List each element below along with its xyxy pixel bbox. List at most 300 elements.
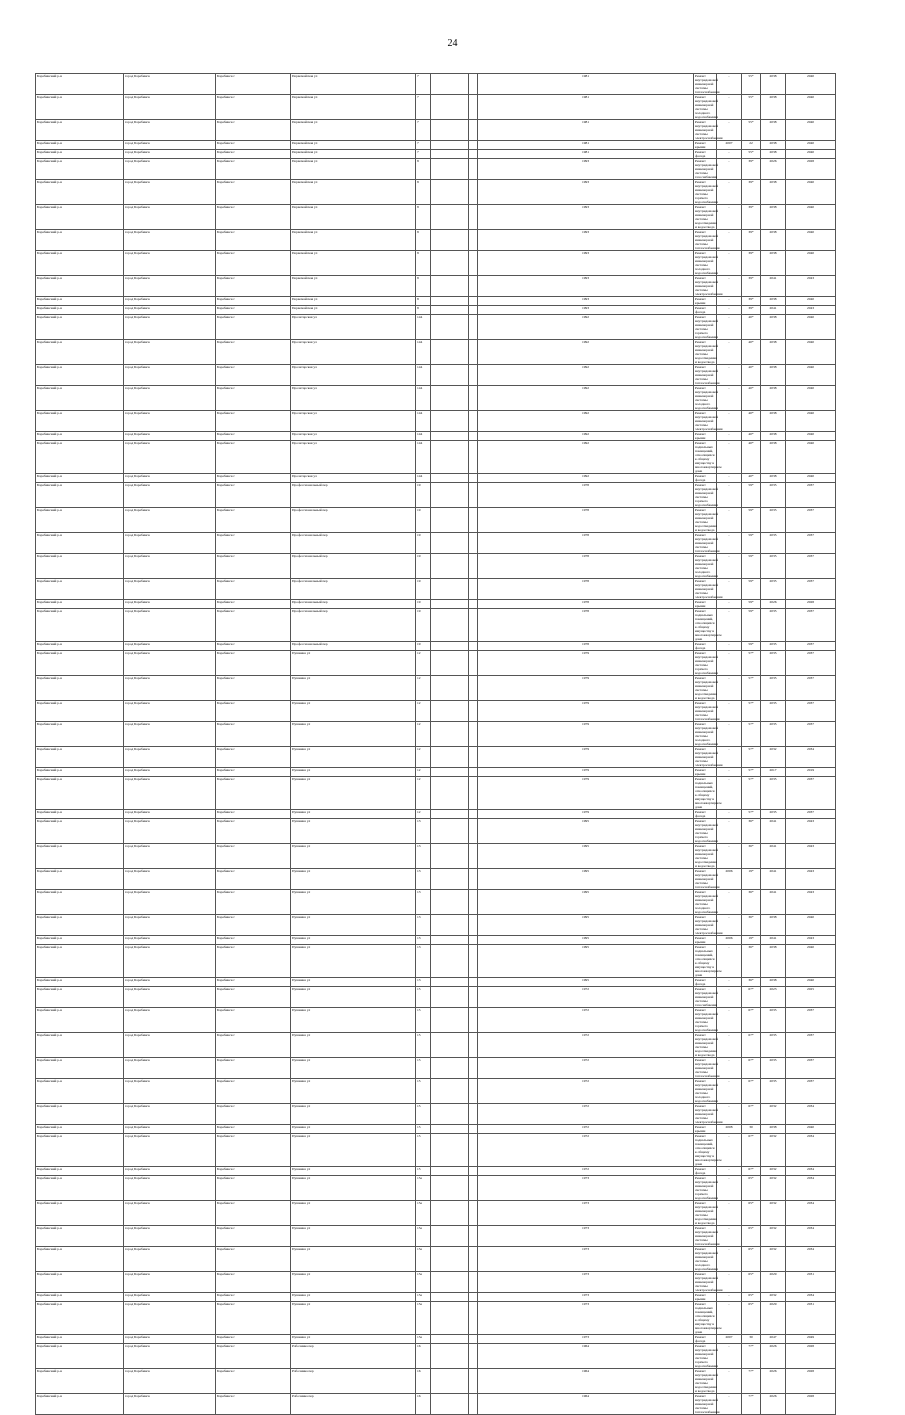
cell-year-built: 1973 (478, 1226, 694, 1247)
cell-last-repair-year: - (717, 483, 742, 508)
cell-district: Барабинский р-н (36, 180, 124, 205)
cell-house-number: 8 (416, 251, 431, 276)
cell-town: Барабинск г (216, 1008, 291, 1033)
cell-spacer (469, 915, 478, 936)
table-row (36, 651, 836, 676)
cell-work-type: Ремонт внутридомовой инженерной системы газоснабжения (695, 159, 719, 179)
cell-year-built: 1979 (478, 747, 694, 768)
table-row (36, 777, 836, 810)
cell-last-repair-year: - (717, 1167, 742, 1176)
cell-year-built: 1978 (478, 554, 694, 579)
cell-district: Барабинский р-н (36, 642, 124, 651)
cell-spacer (469, 297, 478, 306)
table-row (36, 642, 836, 651)
cell-plan-start: 2026 (761, 1369, 786, 1394)
cell-house-letter (431, 306, 469, 315)
cell-plan-start: 2038 (761, 141, 786, 150)
cell-street: Рабочника пер (291, 1394, 416, 1415)
cell-house-number: 15а (416, 1335, 431, 1344)
cell-house-number: 144 (416, 474, 431, 483)
cell-house-letter (431, 1247, 469, 1272)
cell-work-type: Ремонт внутридомовой инженерной системы холодного водоснабжения (695, 251, 719, 275)
cell-wear: 36* (742, 978, 761, 987)
cell-last-repair-year: - (717, 251, 742, 276)
cell-house-letter (431, 915, 469, 936)
cell-house-number: 8 (416, 159, 431, 180)
cell-last-repair-year: 2006 (717, 936, 742, 945)
cell-last-repair-year: - (717, 74, 742, 95)
cell-plan-start: 2035 (761, 642, 786, 651)
cell-settlement: город Барабинск (124, 915, 216, 936)
cell-work-type: Ремонт внутридомовой инженерной системы теплоснабжения (695, 701, 720, 721)
cell-street: Пушкина ул (291, 1201, 416, 1226)
cell-district: Барабинский р-н (36, 651, 124, 676)
cell-wear: 57* (742, 747, 761, 768)
cell-spacer (469, 386, 478, 411)
cell-plan-end: 2037 (786, 483, 836, 508)
cell-plan-start: 2047 (761, 1335, 786, 1344)
cell-spacer (469, 1058, 478, 1079)
cell-work-type: Ремонт внутридомовой инженерной системы теплоснабжения (695, 1058, 720, 1078)
cell-district: Барабинский р-н (36, 386, 124, 411)
table-row (36, 483, 836, 508)
cell-year-built: 1964 (478, 1369, 694, 1394)
cell-district: Барабинский р-н (36, 340, 124, 365)
cell-last-repair-year: - (717, 159, 742, 180)
cell-settlement: город Барабинск (124, 1201, 216, 1226)
cell-last-repair-year: - (717, 1104, 742, 1125)
cell-wear: 65* (742, 1226, 761, 1247)
cell-spacer (469, 1125, 478, 1134)
cell-last-repair-year: 2008 (717, 1125, 742, 1134)
cell-plan-start: 2035 (761, 1033, 786, 1058)
table-row (36, 141, 836, 150)
cell-year-built: 1973 (478, 1272, 694, 1293)
cell-spacer (469, 1167, 478, 1176)
cell-town: Барабинск г (216, 600, 291, 609)
cell-house-letter (431, 533, 469, 554)
table-row (36, 915, 836, 936)
cell-district: Барабинский р-н (36, 1008, 124, 1033)
cell-settlement: город Барабинск (124, 533, 216, 554)
cell-wear: 22 (742, 141, 761, 150)
cell-town: Барабинск г (216, 150, 291, 159)
cell-district: Барабинский р-н (36, 1272, 124, 1293)
cell-plan-end: 2040 (786, 386, 836, 411)
cell-wear: 67* (742, 1134, 761, 1167)
cell-wear: 36* (742, 915, 761, 936)
cell-wear: 65* (742, 1293, 761, 1302)
cell-work-type: Ремонт фасада (694, 306, 717, 315)
cell-plan-start: 2038 (761, 365, 786, 386)
cell-year-built: 1992 (478, 386, 694, 411)
cell-work-type: Ремонт внутридомовой инженерной системы электроснабжения (695, 579, 723, 599)
cell-town: Барабинск г (216, 915, 291, 936)
cell-street: Профессиональный пер (291, 508, 416, 533)
cell-plan-start: 2038 (761, 915, 786, 936)
table-row (36, 844, 836, 869)
cell-town: Барабинск г (216, 987, 291, 1008)
cell-district: Барабинский р-н (36, 722, 124, 747)
cell-town: Барабинск г (216, 141, 291, 150)
cell-work-type: Ремонт внутридомовой инженерной системы холодного водоснабжения (695, 386, 719, 410)
table-row (36, 579, 836, 600)
table-row (36, 987, 836, 1008)
cell-last-repair-year: - (717, 1247, 742, 1272)
cell-house-letter (431, 95, 469, 120)
cell-year-built: 1992 (478, 441, 694, 474)
cell-plan-start: 2038 (761, 315, 786, 340)
cell-settlement: город Барабинск (124, 180, 216, 205)
cell-plan-end: 2040 (786, 150, 836, 159)
cell-plan-start: 2038 (761, 120, 786, 141)
cell-work-type: Ремонт внутридомовой инженерной системы холодного водоснабжения (695, 1247, 719, 1271)
cell-house-letter (431, 869, 469, 890)
cell-house-letter (431, 1394, 469, 1415)
cell-year-built: 1992 (478, 474, 694, 483)
cell-plan-end: 2043 (786, 306, 836, 315)
cell-plan-start: 2035 (761, 651, 786, 676)
cell-house-letter (431, 676, 469, 701)
cell-wear: 77* (742, 1394, 761, 1415)
cell-year-built: 1978 (478, 600, 694, 609)
cell-wear: 57* (742, 810, 761, 819)
cell-house-number: 15 (416, 1104, 431, 1125)
cell-street: Первомайская ул (291, 120, 416, 141)
table-row (36, 936, 836, 945)
cell-plan-end: 2028 (786, 1394, 836, 1415)
cell-street: Пушкина ул (291, 1247, 416, 1272)
cell-plan-start: 2038 (761, 74, 786, 95)
cell-district: Барабинский р-н (36, 1201, 124, 1226)
cell-plan-start: 2041 (761, 306, 786, 315)
cell-year-built: 1972 (478, 1033, 694, 1058)
cell-plan-end: 2040 (786, 120, 836, 141)
cell-plan-start: 2035 (761, 722, 786, 747)
cell-last-repair-year: - (717, 819, 742, 844)
cell-house-number: 144 (416, 365, 431, 386)
cell-wear: 77* (742, 1344, 761, 1369)
cell-last-repair-year: - (717, 315, 742, 340)
cell-settlement: город Барабинск (124, 441, 216, 474)
cell-wear: 39* (742, 230, 761, 251)
cell-district: Барабинский р-н (36, 365, 124, 386)
cell-wear: 77* (742, 1369, 761, 1394)
cell-last-repair-year: - (717, 365, 742, 386)
cell-plan-start: 2041 (761, 869, 786, 890)
cell-plan-end: 2037 (786, 1033, 836, 1058)
cell-district: Барабинский р-н (36, 915, 124, 936)
cell-settlement: город Барабинск (124, 987, 216, 1008)
cell-last-repair-year: - (717, 306, 742, 315)
cell-last-repair-year: - (717, 768, 742, 777)
cell-wear: 57* (742, 722, 761, 747)
cell-plan-end: 2037 (786, 1058, 836, 1079)
cell-street: Пушкина ул (291, 1167, 416, 1176)
cell-house-number: 19 (416, 533, 431, 554)
cell-town: Барабинск г (216, 651, 291, 676)
table-row (36, 747, 836, 768)
cell-settlement: город Барабинск (124, 230, 216, 251)
cell-work-type: Ремонт внутридомовой инженерной системы электроснабжения (695, 1272, 723, 1292)
cell-plan-end: 2025 (786, 987, 836, 1008)
cell-spacer (469, 1104, 478, 1125)
cell-plan-start: 2038 (761, 386, 786, 411)
cell-district: Барабинский р-н (36, 890, 124, 915)
cell-last-repair-year: - (717, 777, 742, 810)
cell-last-repair-year: - (717, 722, 742, 747)
table-row (36, 1272, 836, 1293)
cell-town: Барабинск г (216, 180, 291, 205)
table-row (36, 276, 836, 297)
page-number: 24 (447, 38, 458, 49)
cell-street: Пушкина ул (291, 936, 416, 945)
cell-house-number: 12 (416, 701, 431, 722)
cell-year-built: 1973 (478, 1247, 694, 1272)
cell-plan-end: 2040 (786, 74, 836, 95)
cell-plan-start: 2038 (761, 180, 786, 205)
cell-house-letter (431, 411, 469, 432)
table-row (36, 819, 836, 844)
cell-house-letter (431, 768, 469, 777)
cell-plan-start: 2035 (761, 483, 786, 508)
cell-settlement: город Барабинск (124, 676, 216, 701)
table-row (36, 1247, 836, 1272)
cell-house-number: 13 (416, 844, 431, 869)
cell-street: Пушкина ул (291, 1293, 416, 1302)
cell-plan-start: 2035 (761, 701, 786, 722)
cell-wear: 67* (742, 987, 761, 1008)
cell-last-repair-year: - (717, 945, 742, 978)
cell-plan-end: 2040 (786, 180, 836, 205)
cell-district: Барабинский р-н (36, 432, 124, 441)
cell-spacer (469, 1394, 478, 1415)
cell-street: Пролетарская ул (291, 386, 416, 411)
cell-house-number: 13 (416, 978, 431, 987)
cell-plan-end: 2037 (786, 642, 836, 651)
cell-work-type: Ремонт внутридомовой инженерной системы горячего водоснабжения (695, 180, 719, 204)
cell-year-built: 1979 (478, 777, 694, 810)
cell-wear: 55* (742, 95, 761, 120)
cell-town: Барабинск г (216, 251, 291, 276)
cell-last-repair-year: - (717, 432, 742, 441)
cell-street: Пушкина ул (291, 869, 416, 890)
cell-house-letter (431, 141, 469, 150)
cell-work-type: Ремонт внутридомовой инженерной системы горячего водоснабжения (695, 483, 719, 507)
cell-work-type: Ремонт подвальных помещений, относящихся к общему имуществу в многоквартирном доме (695, 609, 722, 641)
table-row (36, 890, 836, 915)
cell-year-built: 1972 (478, 987, 694, 1008)
cell-wear: 30 (742, 1125, 761, 1134)
cell-wear: 59* (742, 600, 761, 609)
cell-year-built: 1972 (478, 1104, 694, 1125)
cell-town: Барабинск г (216, 120, 291, 141)
cell-district: Барабинский р-н (36, 251, 124, 276)
cell-town: Барабинск г (216, 1394, 291, 1415)
table-row (36, 1369, 836, 1394)
cell-last-repair-year: - (717, 1272, 742, 1293)
table-row (36, 1079, 836, 1104)
cell-work-type: Ремонт крыши (694, 600, 717, 609)
cell-year-built: 1973 (478, 1335, 694, 1344)
cell-settlement: город Барабинск (124, 1125, 216, 1134)
cell-plan-start: 2038 (761, 251, 786, 276)
cell-street: Пушкина ул (291, 1302, 416, 1335)
repair-schedule-table (35, 73, 836, 1415)
cell-year-built: 1981 (478, 95, 694, 120)
cell-house-letter (431, 722, 469, 747)
cell-settlement: город Барабинск (124, 1104, 216, 1125)
cell-house-letter (431, 844, 469, 869)
cell-work-type: Ремонт внутридомовой инженерной системы электроснабжения (695, 747, 723, 767)
cell-wear: 36* (742, 844, 761, 869)
cell-spacer (469, 1247, 478, 1272)
cell-house-letter (431, 159, 469, 180)
cell-wear: 57* (742, 777, 761, 810)
cell-work-type: Ремонт внутридомовой инженерной системы горячего водоснабжения (695, 315, 719, 339)
cell-town: Барабинск г (216, 722, 291, 747)
cell-plan-end: 2049 (786, 1335, 836, 1344)
cell-town: Барабинск г (216, 1079, 291, 1104)
cell-settlement: город Барабинск (124, 508, 216, 533)
cell-settlement: город Барабинск (124, 141, 216, 150)
cell-spacer (469, 1272, 478, 1293)
cell-house-letter (431, 230, 469, 251)
cell-street: Пушкина ул (291, 1079, 416, 1104)
cell-plan-end: 2040 (786, 315, 836, 340)
cell-last-repair-year: 2006 (717, 869, 742, 890)
cell-plan-end: 2037 (786, 1008, 836, 1033)
cell-town: Барабинск г (216, 441, 291, 474)
cell-last-repair-year: - (717, 386, 742, 411)
cell-street: Первомайская ул (291, 251, 416, 276)
cell-district: Барабинский р-н (36, 936, 124, 945)
cell-house-number: 7 (416, 120, 431, 141)
cell-spacer (469, 600, 478, 609)
cell-work-type: Ремонт внутридомовой инженерной системы водоотведения и водоотвода (695, 508, 719, 532)
cell-district: Барабинский р-н (36, 1104, 124, 1125)
cell-settlement: город Барабинск (124, 1033, 216, 1058)
cell-plan-start: 2035 (761, 1058, 786, 1079)
table-row (36, 1226, 836, 1247)
cell-spacer (469, 810, 478, 819)
cell-plan-start: 2032 (761, 1167, 786, 1176)
table-row (36, 432, 836, 441)
cell-last-repair-year: - (717, 441, 742, 474)
cell-house-number: 19 (416, 579, 431, 600)
cell-settlement: город Барабинск (124, 1058, 216, 1079)
cell-house-number: 15 (416, 1008, 431, 1033)
cell-spacer (469, 315, 478, 340)
cell-last-repair-year: - (717, 651, 742, 676)
cell-plan-start: 2026 (761, 159, 786, 180)
cell-work-type: Ремонт внутридомовой инженерной системы горячего водоснабжения (695, 1176, 719, 1200)
cell-house-number: 15а (416, 1226, 431, 1247)
cell-house-letter (431, 1226, 469, 1247)
cell-house-number: 13 (416, 915, 431, 936)
cell-house-number: 15а (416, 1272, 431, 1293)
cell-street: Первомайская ул (291, 180, 416, 205)
cell-district: Барабинский р-н (36, 747, 124, 768)
cell-street: Профессиональный пер (291, 483, 416, 508)
cell-district: Барабинский р-н (36, 676, 124, 701)
cell-settlement: город Барабинск (124, 1079, 216, 1104)
cell-street: Пушкина ул (291, 844, 416, 869)
cell-town: Барабинск г (216, 945, 291, 978)
cell-settlement: город Барабинск (124, 483, 216, 508)
cell-house-number: 15 (416, 987, 431, 1008)
cell-plan-start: 2041 (761, 890, 786, 915)
cell-street: Пушкина ул (291, 1033, 416, 1058)
cell-house-letter (431, 1079, 469, 1104)
cell-settlement: город Барабинск (124, 205, 216, 230)
cell-last-repair-year: - (717, 844, 742, 869)
cell-last-repair-year: - (717, 579, 742, 600)
cell-street: Пролетарская ул (291, 441, 416, 474)
cell-house-number: 144 (416, 340, 431, 365)
cell-last-repair-year: - (717, 987, 742, 1008)
cell-town: Барабинск г (216, 474, 291, 483)
cell-last-repair-year: - (717, 1033, 742, 1058)
cell-street: Профессиональный пер (291, 600, 416, 609)
cell-district: Барабинский р-н (36, 1167, 124, 1176)
cell-last-repair-year: - (717, 276, 742, 297)
cell-settlement: город Барабинск (124, 890, 216, 915)
cell-year-built: 1978 (478, 508, 694, 533)
cell-work-type: Ремонт внутридомовой инженерной системы холодного водоснабжения (695, 722, 719, 746)
cell-settlement: город Барабинск (124, 554, 216, 579)
cell-work-type: Ремонт крыши (694, 936, 717, 945)
cell-spacer (469, 533, 478, 554)
cell-town: Барабинск г (216, 642, 291, 651)
cell-street: Пушкина ул (291, 747, 416, 768)
cell-plan-end: 2043 (786, 890, 836, 915)
cell-town: Барабинск г (216, 95, 291, 120)
cell-district: Барабинский р-н (36, 1344, 124, 1369)
cell-town: Барабинск г (216, 1369, 291, 1394)
cell-year-built: 1964 (478, 1344, 694, 1369)
table-row (36, 315, 836, 340)
cell-town: Барабинск г (216, 508, 291, 533)
cell-work-type: Ремонт внутридомовой инженерной системы электроснабжения (695, 1104, 723, 1124)
cell-house-letter (431, 120, 469, 141)
table-row (36, 120, 836, 141)
table-row (36, 1167, 836, 1176)
cell-plan-end: 2040 (786, 95, 836, 120)
cell-spacer (469, 150, 478, 159)
cell-plan-end: 2037 (786, 554, 836, 579)
cell-district: Барабинский р-н (36, 844, 124, 869)
cell-house-number: 12 (416, 651, 431, 676)
cell-last-repair-year: - (717, 230, 742, 251)
cell-last-repair-year: - (717, 978, 742, 987)
cell-street: Пушкина ул (291, 987, 416, 1008)
cell-wear: 39* (742, 297, 761, 306)
cell-year-built: 1992 (478, 411, 694, 432)
cell-work-type: Ремонт внутридомовой инженерной системы теплоснабжения (695, 869, 720, 889)
cell-plan-start: 2035 (761, 676, 786, 701)
cell-year-built: 1995 (478, 945, 694, 978)
cell-district: Барабинский р-н (36, 987, 124, 1008)
cell-house-number: 12 (416, 810, 431, 819)
cell-spacer (469, 1201, 478, 1226)
cell-year-built: 1973 (478, 1293, 694, 1302)
cell-house-letter (431, 1104, 469, 1125)
cell-work-type: Ремонт внутридомовой инженерной системы горячего водоснабжения (695, 1344, 719, 1368)
table-row (36, 205, 836, 230)
cell-district: Барабинский р-н (36, 810, 124, 819)
cell-work-type: Ремонт внутридомовой инженерной системы горячего водоснабжения (695, 819, 719, 843)
